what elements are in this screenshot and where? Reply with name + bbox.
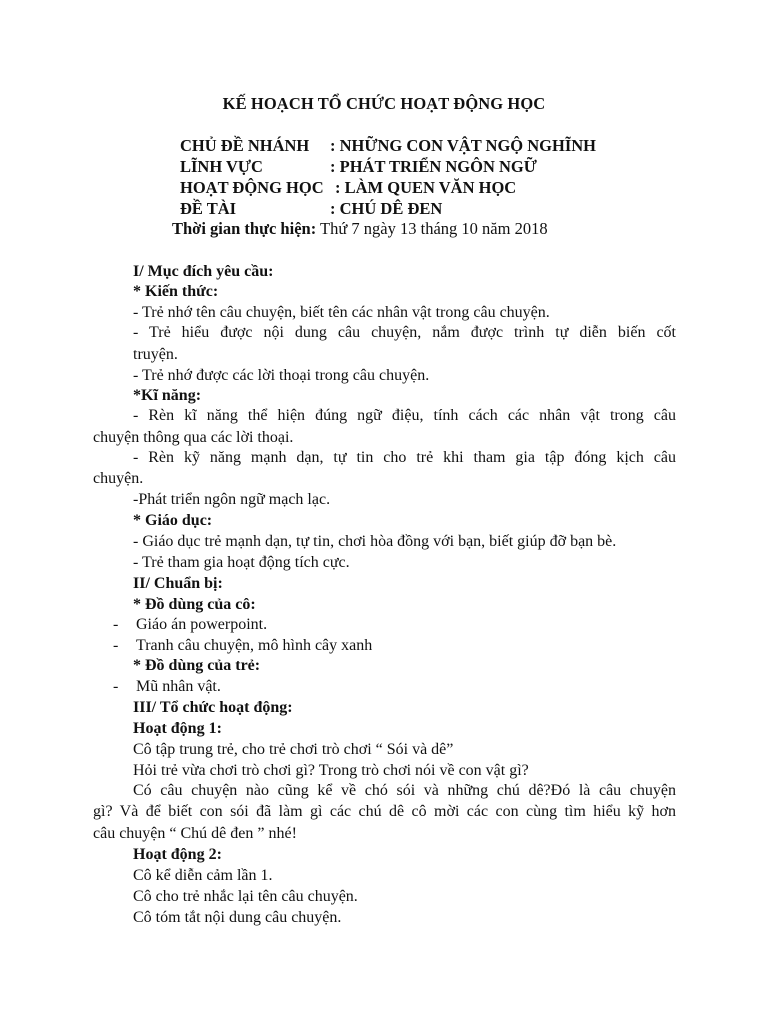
text-line: gì? Và để biết con sói đã làm gì các chú dê cô mời các con cùng tìm hiểu kỹ hơn (93, 803, 676, 820)
subsection-heading: Hoạt động 2: (133, 846, 222, 863)
section-heading: I/ Mục đích yêu cầu: (133, 263, 274, 280)
text-line: câu chuyện “ Chú dê đen ” nhé! (93, 825, 297, 842)
text-line: - Rèn kĩ năng thể hiện đúng ngữ điệu, tính cách các nhân vật trong câu (133, 407, 676, 424)
dash-bullet: - (113, 637, 119, 654)
header-label: ĐỀ TÀI (180, 199, 237, 218)
text-line: - Trẻ nhớ được các lời thoại trong câu chuyện. (133, 367, 430, 384)
header-label: LĨNH VỰC (180, 157, 263, 176)
subsection-heading: * Đồ dùng của cô: (133, 596, 256, 613)
subsection-heading: Hoạt động 1: (133, 720, 222, 737)
text-line: Cô kể diễn cảm lần 1. (133, 867, 273, 884)
list-item-text: Giáo án powerpoint. (136, 616, 268, 633)
time-value: Thứ 7 ngày 13 tháng 10 năm 2018 (316, 219, 548, 238)
list-item-text: Mũ nhân vật. (136, 678, 221, 695)
header-label: CHỦ ĐỀ NHÁNH (180, 136, 310, 155)
text-line: - Trẻ hiểu được nội dung câu chuyện, nắm được trình tự diễn biến cốt (133, 324, 676, 341)
text-line: - Trẻ nhớ tên câu chuyện, biết tên các nhân vật trong câu chuyện. (133, 304, 550, 321)
text-line: Có câu chuyện nào cũng kể về chó sói và những chú dê?Đó là câu chuyện (133, 782, 676, 799)
text-line: - Rèn kỹ năng mạnh dạn, tự tin cho trẻ khi tham gia tập đóng kịch câu (133, 449, 676, 466)
text-line: - Giáo dục trẻ mạnh dạn, tự tin, chơi hòa đồng với bạn, biết giúp đỡ bạn bè. (133, 533, 617, 550)
subsection-heading: * Giáo dục: (133, 512, 213, 529)
text-line: Cô cho trẻ nhắc lại tên câu chuyện. (133, 888, 358, 905)
time-label: Thời gian thực hiện: (172, 219, 317, 238)
text-line: Hỏi trẻ vừa chơi trò chơi gì? Trong trò chơi nói về con vật gì? (133, 762, 529, 779)
text-line: chuyện thông qua các lời thoại. (93, 429, 294, 446)
subsection-heading: * Đồ dùng của trẻ: (133, 657, 261, 674)
header-value: : PHÁT TRIỂN NGÔN NGỮ (330, 157, 537, 176)
time-line (172, 219, 548, 239)
section-heading: II/ Chuẩn bị: (133, 575, 223, 592)
header-value: : LÀM QUEN VĂN HỌC (335, 178, 517, 197)
text-line: Cô tóm tắt nội dung câu chuyện. (133, 909, 342, 926)
header-value: : NHỮNG CON VẬT NGỘ NGHĨNH (330, 136, 596, 155)
header-label: HOẠT ĐỘNG HỌC (180, 178, 324, 197)
subsection-heading: *Kĩ năng: (133, 387, 202, 404)
text-line: - Trẻ tham gia hoạt động tích cực. (133, 554, 350, 571)
document-title: KẾ HOẠCH TỔ CHỨC HOẠT ĐỘNG HỌC (222, 94, 546, 113)
section-heading: III/ Tổ chức hoạt động: (133, 699, 293, 716)
text-line: -Phát triển ngôn ngữ mạch lạc. (133, 491, 331, 508)
text-line: truyện. (133, 346, 178, 363)
dash-bullet: - (113, 678, 119, 695)
header-value: : CHÚ DÊ ĐEN (330, 199, 443, 218)
subsection-heading: * Kiến thức: (133, 283, 219, 300)
dash-bullet: - (113, 616, 119, 633)
text-line: chuyện. (93, 470, 144, 487)
text-line: Cô tập trung trẻ, cho trẻ chơi trò chơi “ Sói và dê” (133, 741, 454, 758)
list-item-text: Tranh câu chuyện, mô hình cây xanh (136, 637, 373, 654)
